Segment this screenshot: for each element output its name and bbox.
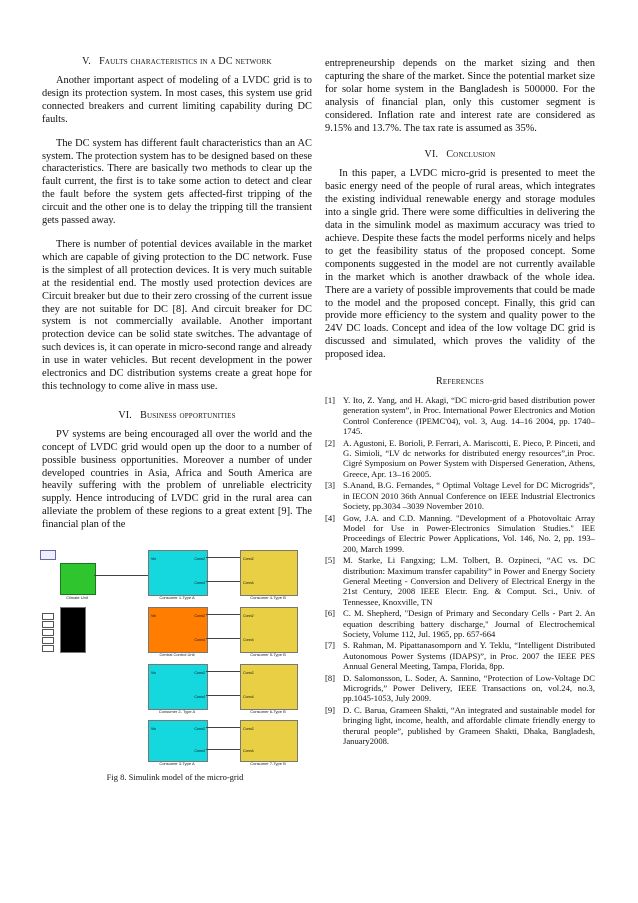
consumer-3-block [148, 720, 208, 762]
section-7-title: Conclusion [446, 149, 496, 161]
figure-caption: Fig 8. Simulink model of the micro-grid [106, 772, 244, 782]
feed-line [94, 575, 148, 576]
consumer-2-label: Consumer 2- Type A [158, 709, 196, 714]
consumer-1-label: Consumer 1-Type A [159, 595, 195, 600]
bus-line-7 [206, 727, 240, 728]
reference-item [325, 395, 595, 437]
consumer-7-port-in1: Conn2 [243, 727, 254, 731]
central-control-block [148, 607, 208, 653]
central-port-out2: Conn4 [194, 638, 205, 642]
consumer-4-port-in1: Conn2 [243, 557, 254, 561]
central-port-out1: Conn2 [194, 614, 205, 618]
climate-unit-header [40, 550, 56, 560]
section-5-number: V. [82, 56, 92, 67]
bus-line-5 [206, 671, 240, 672]
consumer-2-block [148, 664, 208, 710]
left-column [42, 56, 312, 543]
input-port-4 [42, 637, 54, 644]
consumer-1-block [148, 550, 208, 596]
section-5-paragraph-1: Another important aspect of modeling of a LVDC grid is to design its protection system. In most cases, this system use grid connected breakers and current limiting capability during DC faults. [42, 75, 312, 125]
bus-line-8 [206, 749, 240, 750]
section-6-number: VI. [118, 409, 132, 421]
references-heading: References [436, 376, 484, 388]
section-7-number: VI. [424, 149, 439, 161]
reference-number: [2] [325, 437, 336, 448]
reference-text: A. Agustoni, E. Borioli, P. Ferrari, A. Mariscotti, E. Pieco, P. Pinceti, and G. Simioli, “LV dc networks for distributed energy resources”,in Proc. Cigré Symposium on Power System with Dispersed Generation, Athens, Greece, Apr. 13–16 2005. [343, 437, 595, 479]
consumer-1-port-in: Vin [151, 557, 157, 561]
reference-number: [4] [325, 512, 336, 523]
reference-item [325, 705, 595, 747]
right-column [325, 58, 595, 747]
consumer-6-block [240, 664, 298, 710]
consumer-4-port-in2: Conn4 [243, 581, 254, 585]
consumer-4-block [240, 550, 298, 596]
section-6-paragraph: PV systems are being encouraged all over the world and the concept of LVDC grid would open up the door to a number of possible business opportunities. Moreover a number of under developed countries in Asia, Africa and South America are heavily suffering with the problem of unreliable electricity supply. Hence introducing of LVDC grid in the rural area can alleviate the problem of these regions to a great extent [9]. The financial plan of the [42, 428, 312, 531]
consumer-6-label: Consumer 6-Type B [250, 709, 286, 714]
section-5-heading [42, 56, 312, 67]
reference-number: [7] [325, 640, 336, 651]
reference-number: [1] [325, 395, 336, 406]
climate-unit-block [60, 563, 96, 595]
input-port-5 [42, 645, 54, 652]
section-6-title: Business opportunities [140, 409, 236, 421]
consumer-2-port-out1: Conn2 [194, 671, 205, 675]
reference-item [325, 438, 595, 480]
bus-line-1 [206, 557, 240, 558]
reference-item [325, 480, 595, 511]
consumer-3-port-out1: Conn2 [194, 727, 205, 731]
input-port-2 [42, 621, 54, 628]
section-5-paragraph-3: There is number of potential devices available in the market which are capable of giving protection to the DC network. Fuse is the simplest of all protection devices. It is very much suitable at the residential end. The mostly used protection devices are Circuit breaker but due to their zero crossing of the current issue they are not suitable for DC [8]. And circuit breaker for DC system is not commercially available. Another important protection device can be solid state switches. The advantage of such devices is, it can operate in micro-second range and already in use in water vehicles. But recent development in the power electronics and DC distribution systems create a great hope for this technology to come alive in mass use. [42, 238, 312, 392]
section-7-heading [325, 149, 595, 160]
consumer-7-block [240, 720, 298, 762]
reference-item [325, 513, 595, 555]
consumer-5-port-in2: Conn4 [243, 638, 254, 642]
storage-block [60, 607, 86, 653]
reference-item [325, 555, 595, 607]
input-port-3 [42, 629, 54, 636]
consumer-5-port-in1: Conn2 [243, 614, 254, 618]
consumer-5-block [240, 607, 298, 653]
consumer-1-port-out1: Conn2 [194, 557, 205, 561]
bus-line-6 [206, 695, 240, 696]
central-port-in: Vin [151, 614, 157, 618]
reference-text: S. Rahman, M. Pipattanasomporn and Y. Teklu, “Intelligent Distributed Autonomous Power Systems (IDAPS)”, in Proc. 2007 the IEEE PES Annual General Meeting, Tampa, Florida, 8pp. [343, 640, 595, 672]
reference-text: D. C. Barua, Grameen Shakti, “An integrated and sustainable model for bringing light, income, health, and affordable climate friendly energy to therural people”, published by Grameen Shakti, Dhaka, Bangladesh, January2008. [343, 704, 595, 747]
reference-text: M. Starke, Li Fangxing; L.M. Tolbert, B. Ozpineci, “AC vs. DC distribution: Maximum transfer capability” in Power and Energy Society General Meeting - Conversion and Delivery of Electrical Energy in the 21st Century, 2008 IEEE Electr. Eng. & Comput. Sci., Univ. of Tennessee, Knoxville, TN [343, 555, 595, 607]
bus-line-3 [206, 614, 240, 615]
reference-text: Y. Ito, Z. Yang, and H. Akagi, “DC micro-grid based distribution power generation system”, in Proc. International Power Electronics and Motion Control Conference (IPEMC'04), vol. 3, Aug. 14–16 2004, pp. 1740–1745. [343, 395, 595, 437]
reference-text: Gow, J.A. and C.D. Manning. "Development of a Photovoltaic Array Model for Use in Power-Electronics Simulation Studies." IEE Proceedings of Electric Power Applications, Vol. 146, No. 2, pp. 193–200, March 1999. [343, 512, 595, 554]
section-5-title: Faults characteristics in a DC network [99, 56, 272, 67]
consumer-2-port-out2: Conn4 [194, 695, 205, 699]
reference-text: D. Salomonsson, L. Soder, A. Sannino, “Protection of Low-Voltage DC Microgrids,” Power Delivery, IEEE Transactions on, vol.24, no.3, pp.1045-1053, July 2009. [343, 672, 595, 704]
consumer-5-label: Consumer 5-Type B [250, 652, 286, 657]
consumer-7-port-in2: Conn4 [243, 749, 254, 753]
references-list [325, 395, 595, 746]
reference-text: S.Anand, B.G. Fernandes, “ Optimal Voltage Level for DC Microgrids”, in IECON 2010 36th Annual Conference on IEEE Industrial Electronics Society, pp.3034 –3039 November 2010. [343, 480, 595, 512]
consumer-1-port-out2: Conn4 [194, 581, 205, 585]
climate-unit-label: Climate Unit [66, 595, 88, 600]
reference-number: [3] [325, 480, 336, 491]
reference-item [325, 640, 595, 671]
reference-item [325, 608, 595, 639]
consumer-6-port-in1: Conn2 [243, 671, 254, 675]
conclusion-paragraph: In this paper, a LVDC micro-grid is presented to meet the basic energy need of the people of rural areas, which integrates the existing individual renewable energy and storage modules into a single grid. There were some difficulties in delivering the data in the simulink model as maximum accuracy was tried to achieve. Despite these facts the model performs nicely and helps to get the feasibility status of the proposed concept. Some components suggested in the model are not currently available in the market which is another drawback of the whole idea. There are a variety of possible improvements that could be made to the model and the proposed concept. Finally, this grid can provide more efficiency to the system and quality power to the 24V DC loads. Concept and idea of the low voltage DC grid is discussed and simulated, which proves the validity of the proposed idea. [325, 168, 595, 361]
reference-number: [6] [325, 608, 336, 619]
input-port-1 [42, 613, 54, 620]
simulink-figure [40, 545, 310, 767]
bus-line-2 [206, 581, 240, 582]
financial-paragraph: entrepreneurship depends on the market sizing and then capturing the share of the market. Since the potential market size for solar home system in the Bangladesh is 500000. For the analysis of financial plan, only this customer segment is considered. Inflation rate and interest rate are considered as 9.15% and 13.7%. The tax rate is assumed as 35%. [325, 58, 595, 134]
reference-number: [5] [325, 555, 336, 566]
reference-item [325, 673, 595, 704]
consumer-3-port-out2: Conn4 [194, 749, 205, 753]
reference-number: [8] [325, 672, 336, 683]
section-6-heading [42, 410, 312, 421]
consumer-3-label: Consumer 3-Type A [159, 761, 195, 766]
reference-text: C. M. Shepherd, "Design of Primary and Secondary Cells - Part 2. An equation describing battery discharge," Journal of Electrochemical Society, Volume 112, Jul. 1965, pp. 657-664 [343, 608, 595, 639]
consumer-7-label: Consumer 7-Type B [250, 761, 286, 766]
consumer-2-port-in: Vin [151, 671, 157, 675]
bus-line-4 [206, 638, 240, 639]
consumer-4-label: Consumer 4-Type B [250, 595, 286, 600]
section-5-paragraph-2: The DC system has different fault characteristics than an AC system. The protection system has to be designed based on these characteristics. There are basically two methods to clear up the fault current, the first is to take some action to detect and clear the fault before the system gets affected-first tripping of the circuit and the other one is to delay the tripping till the transient gets passed away. [42, 137, 312, 227]
consumer-6-port-in2: Conn4 [243, 695, 254, 699]
central-control-label: Central Control Unit [159, 652, 195, 657]
consumer-3-port-in: Vin [151, 727, 157, 731]
reference-number: [9] [325, 704, 336, 715]
